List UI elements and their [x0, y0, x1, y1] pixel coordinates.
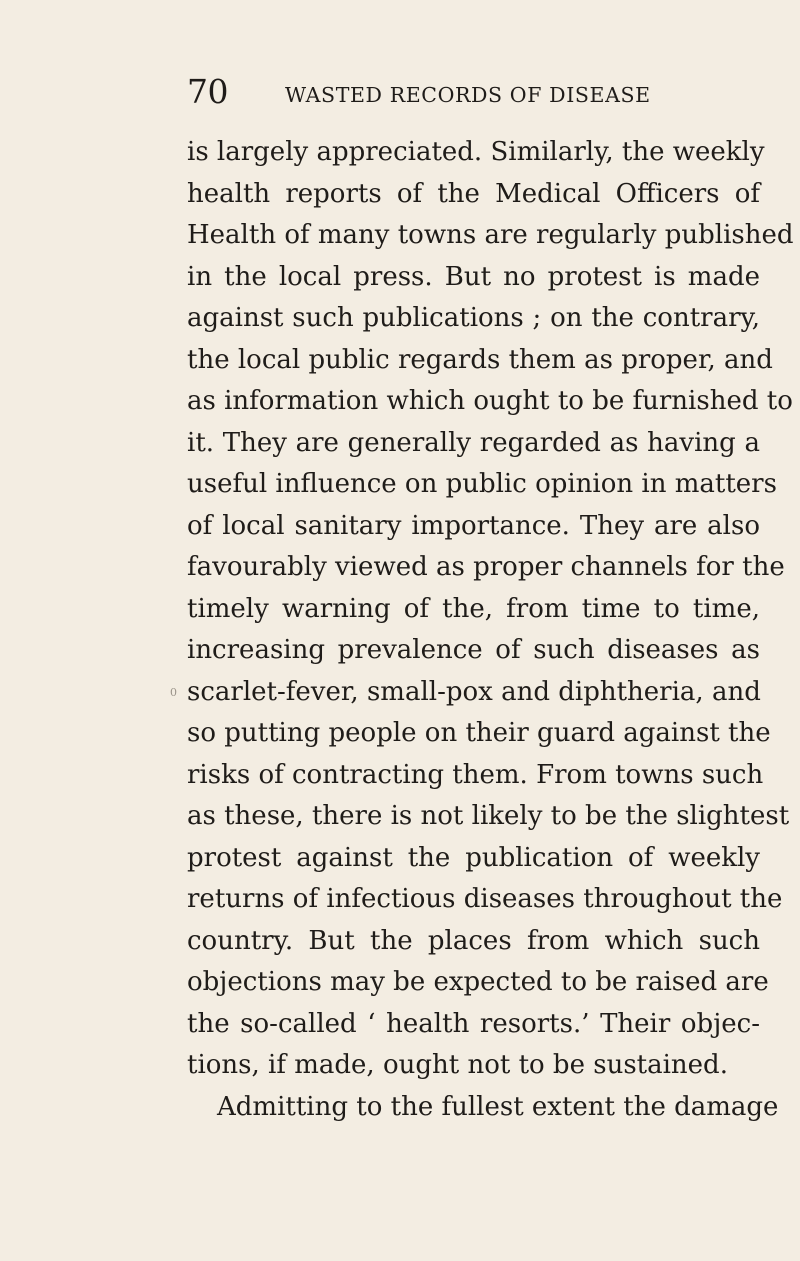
text-line: tions, if made, ought not to be sustained.	[187, 1050, 728, 1080]
text-line: Admitting to the fullest extent the damage	[217, 1091, 779, 1122]
page-number: 70	[187, 72, 228, 111]
text-line: is largely appreciated. Similarly, the weekly	[187, 137, 765, 167]
text-line: it. They are generally regarded as having a	[187, 427, 760, 458]
running-title: WASTED RECORDS OF DISEASE	[285, 83, 651, 107]
text-line: of local sanitary importance. They are also	[187, 510, 760, 541]
text-line: against such publications ; on the contrary,	[187, 303, 760, 333]
margin-mark: 0	[170, 686, 177, 699]
text-line: scarlet-fever, small-pox and diphtheria, and	[187, 676, 761, 707]
text-line: country. But the places from which such	[187, 925, 760, 956]
text-line: Health of many towns are regularly published	[187, 220, 794, 250]
text-line: in the local press. But no protest is made	[187, 261, 760, 292]
text-line: returns of infectious diseases throughout the	[187, 884, 783, 914]
text-line: objections may be expected to be raised are	[187, 967, 769, 997]
running-head	[187, 72, 657, 112]
text-line: health reports of the Medical Officers of	[187, 178, 760, 209]
text-line: the local public regards them as proper, and	[187, 344, 773, 375]
text-line: as these, there is not likely to be the slightest	[187, 801, 790, 831]
text-line: so putting people on their guard against the	[187, 718, 771, 748]
text-line: risks of contracting them. From towns such	[187, 759, 764, 790]
text-line: useful influence on public opinion in matters	[187, 469, 777, 499]
text-line: timely warning of the, from time to time,	[187, 593, 760, 624]
text-line: the so-called ‘ health resorts.’ Their objec-	[187, 1008, 760, 1039]
text-line: increasing prevalence of such diseases as	[187, 635, 760, 665]
text-line: favourably viewed as proper channels for the	[187, 552, 785, 582]
text-line: protest against the publication of weekly	[187, 842, 760, 873]
body-text	[187, 132, 794, 1128]
text-line: as information which ought to be furnished to	[187, 386, 793, 416]
